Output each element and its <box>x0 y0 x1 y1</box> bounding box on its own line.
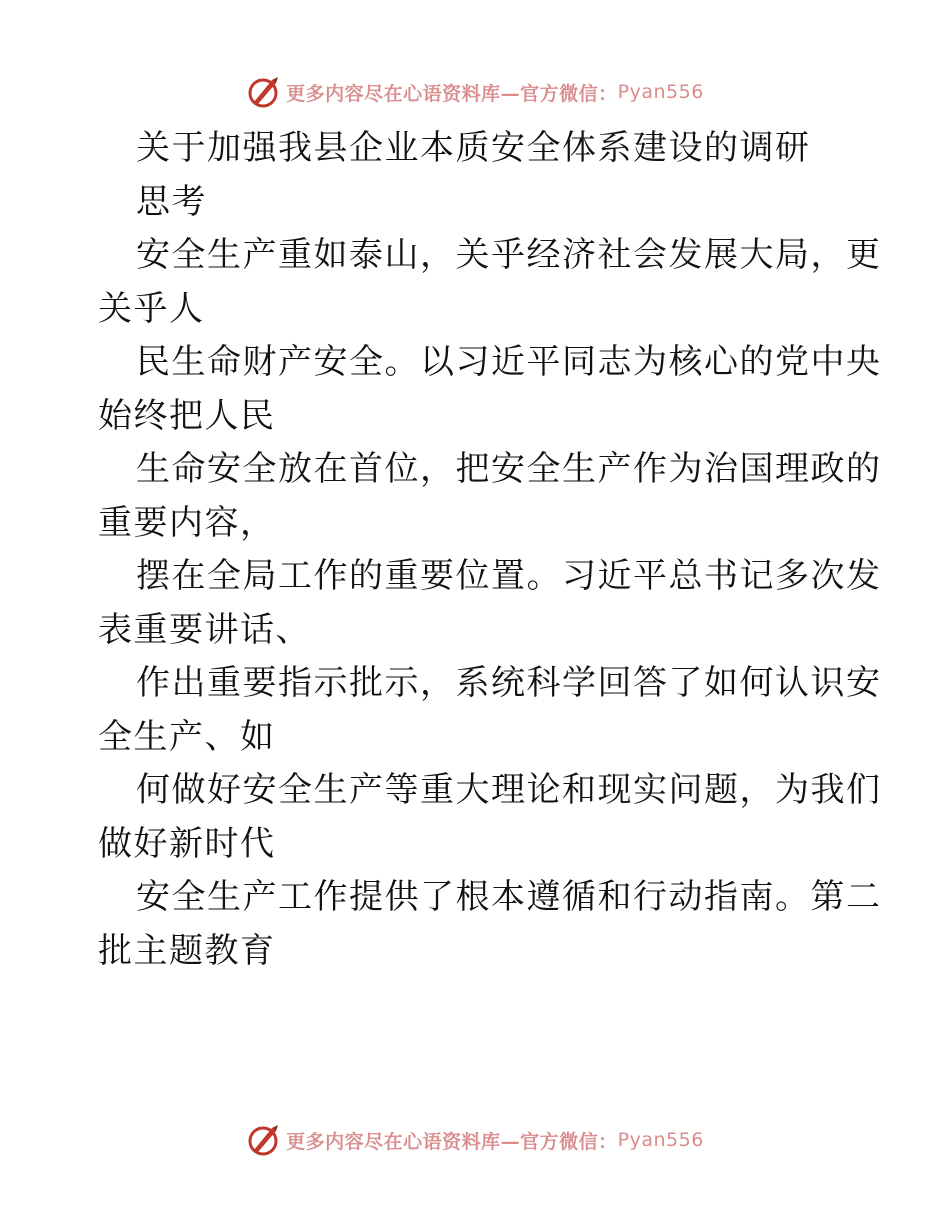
paragraph-line: 何做好安全生产等重大理论和现实问题，为我们 <box>136 770 882 810</box>
paragraph-line: 批主题教育 <box>98 930 276 971</box>
quill-pen-circle-icon <box>246 1122 282 1158</box>
paragraph-line: 安全生产工作提供了根本遵循和行动指南。第二 <box>136 877 882 917</box>
title-line: 关于加强我县企业本质安全体系建设的调研 <box>136 128 811 168</box>
document-body <box>98 122 882 978</box>
paragraph-line: 全生产、如 <box>98 716 276 757</box>
paragraph-line: 始终把人民 <box>98 395 276 436</box>
paragraph-line: 民生命财产安全。以习近平同志为核心的党中央 <box>136 342 882 382</box>
title-line: 思考 <box>136 181 207 222</box>
watermark-contact: Pyan556 <box>617 1129 704 1151</box>
footer-watermark <box>0 1120 950 1160</box>
watermark-text: 更多内容尽在心语资料库—官方微信： <box>286 1130 618 1153</box>
paragraph-line: 安全生产重如泰山，关乎经济社会发展大局，更 <box>136 235 882 275</box>
header-watermark <box>0 72 950 112</box>
paragraph-line: 生命安全放在首位，把安全生产作为治国理政的 <box>136 449 882 489</box>
paragraph-line: 重要内容， <box>98 502 276 543</box>
paragraph-line: 关乎人 <box>98 288 205 329</box>
watermark-contact: Pyan556 <box>617 81 704 103</box>
paragraph-line: 表重要讲话、 <box>98 609 311 650</box>
paragraph-line: 做好新时代 <box>98 823 276 864</box>
quill-pen-circle-icon <box>246 74 282 110</box>
paragraph-line: 摆在全局工作的重要位置。习近平总书记多次发 <box>136 556 882 596</box>
watermark-text: 更多内容尽在心语资料库—官方微信： <box>286 82 618 105</box>
paragraph-line: 作出重要指示批示，系统科学回答了如何认识安 <box>136 663 882 703</box>
